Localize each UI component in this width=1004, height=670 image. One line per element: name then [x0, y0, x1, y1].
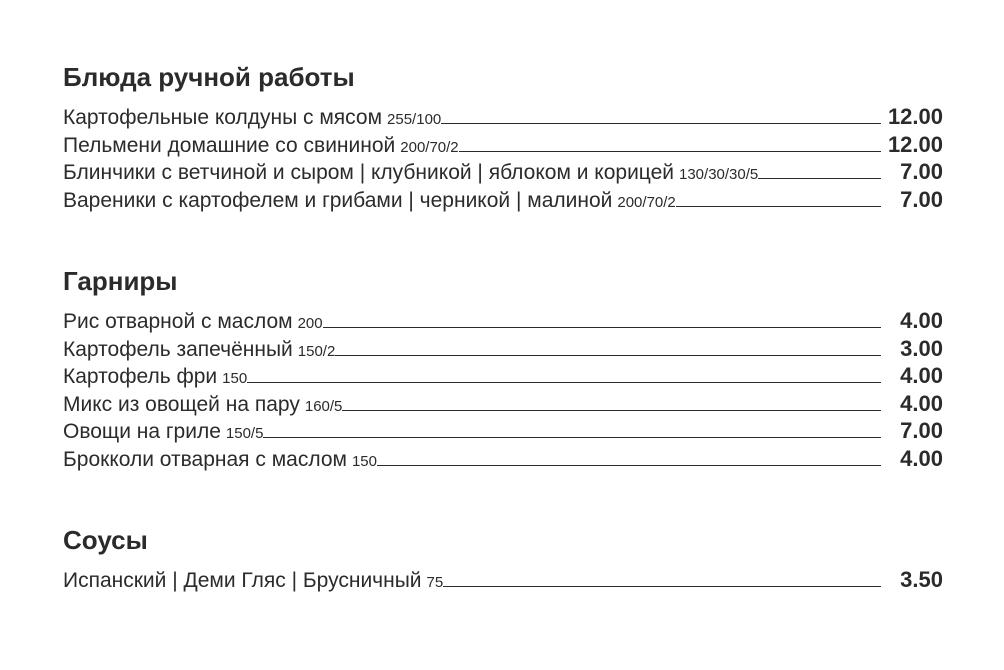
- item-weight: 150/2: [297, 342, 336, 360]
- menu-item: [63, 445, 943, 473]
- leader-line: [263, 437, 881, 438]
- item-price: 12.00: [887, 131, 943, 157]
- item-price: 4.00: [900, 390, 943, 416]
- item-name: Брокколи отварная с маслом: [63, 447, 347, 471]
- menu-item: [63, 307, 943, 335]
- leader-line: [758, 178, 881, 179]
- item-name: Блинчики с ветчиной и сыром | клубникой | яблоком и корицей: [63, 161, 674, 184]
- item-name: Картофельные колдуны с мясом: [63, 106, 383, 129]
- menu-item: [63, 158, 943, 186]
- section-handmade: [63, 58, 943, 213]
- item-weight: 160/5: [304, 397, 343, 415]
- item-name: Микс из овощей на пару: [63, 392, 300, 416]
- menu-item: [63, 566, 943, 594]
- leader-line: [459, 151, 881, 152]
- leader-line: [335, 355, 881, 356]
- item-name: Рис отварной с маслом: [63, 310, 293, 333]
- section-sides: [63, 262, 943, 472]
- leader-line: [247, 382, 881, 383]
- item-weight: 200: [297, 315, 323, 332]
- item-price: 3.50: [900, 567, 943, 592]
- item-name: Испанский | Деми Гляс | Брусничный: [63, 569, 422, 592]
- leader-line: [342, 410, 881, 411]
- item-weight: 150: [222, 370, 248, 387]
- leader-line: [323, 327, 881, 328]
- menu-item: [63, 362, 943, 390]
- item-name: Картофель фри: [63, 365, 218, 388]
- menu-item: [63, 417, 943, 445]
- item-weight: 200/70/2: [617, 193, 676, 211]
- item-price: 7.00: [900, 186, 943, 212]
- item-price: 4.00: [900, 445, 943, 471]
- item-name: Вареники с картофелем и грибами | черникой | малиной: [63, 188, 613, 212]
- item-weight: 200/70/2: [400, 138, 459, 156]
- item-price: 4.00: [900, 363, 943, 388]
- item-weight: 255/100: [387, 111, 442, 128]
- leader-line: [443, 586, 881, 587]
- item-name: Овощи на гриле: [63, 420, 221, 443]
- menu-item: [63, 103, 943, 131]
- menu-item: [63, 390, 943, 418]
- item-weight: 150/5: [225, 425, 264, 442]
- section-title: Гарниры: [63, 266, 178, 296]
- item-weight: 75: [426, 574, 444, 591]
- item-price: 7.00: [900, 418, 943, 443]
- menu-item: [63, 131, 943, 159]
- menu-item: [63, 335, 943, 363]
- menu: [63, 58, 943, 594]
- item-name: Пельмени домашние со свининой: [63, 133, 396, 157]
- item-price: 12.00: [887, 104, 943, 129]
- leader-line: [676, 206, 881, 207]
- item-price: 7.00: [900, 159, 943, 184]
- item-weight: 130/30/30/5: [679, 166, 759, 183]
- menu-item: [63, 186, 943, 214]
- leader-line: [377, 465, 881, 466]
- section-title: Соусы: [63, 525, 148, 555]
- item-name: Картофель запечённый: [63, 337, 293, 361]
- leader-line: [441, 123, 881, 124]
- section-sauces: [63, 521, 943, 594]
- section-title: Блюда ручной работы: [63, 62, 355, 92]
- item-price: 4.00: [900, 308, 943, 333]
- item-price: 3.00: [900, 335, 943, 361]
- item-weight: 150: [351, 452, 377, 470]
